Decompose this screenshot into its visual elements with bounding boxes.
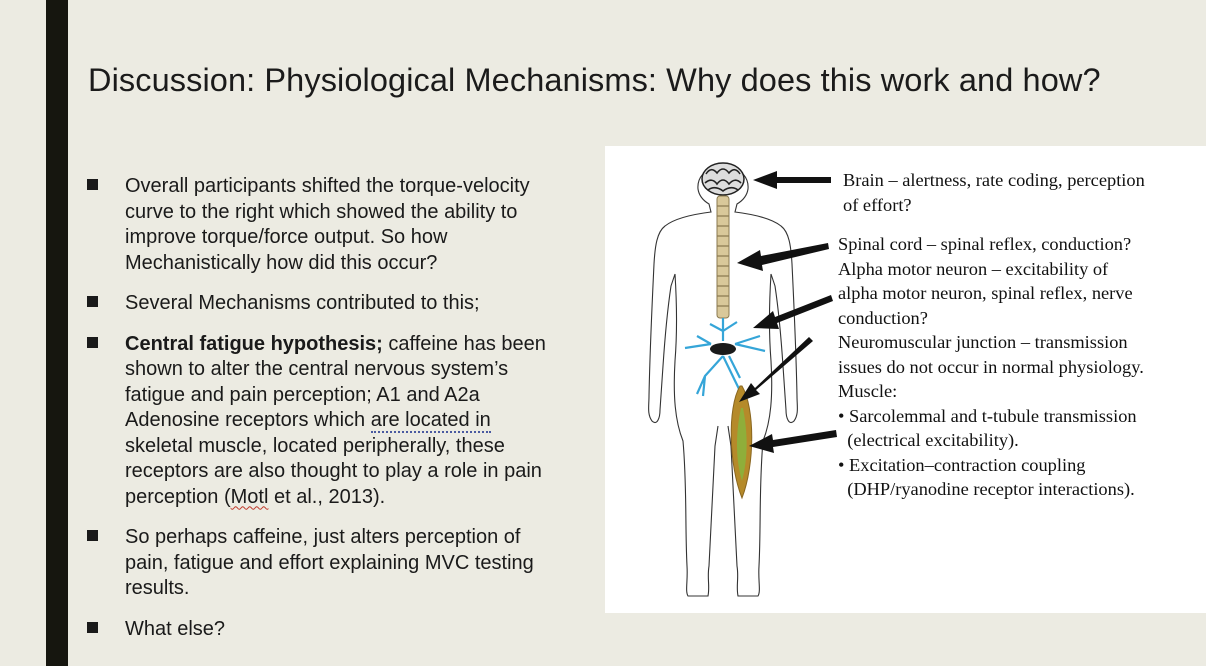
label-line: • Excitation–contraction coupling — [838, 454, 1086, 475]
physiology-figure — [605, 146, 1206, 613]
left-accent-bar — [46, 0, 68, 666]
bullet-several-mechanisms — [87, 291, 587, 317]
bullet-text-line: shown to alter the central nervous system’s — [125, 358, 509, 380]
bullet-text-line: curve to the right which showed the ability to — [125, 200, 518, 223]
bullet-text-line: fatigue and pain perception; A1 and A2a — [125, 383, 480, 406]
neuron-arrow — [753, 295, 833, 329]
label-line: Brain – alertness, rate coding, perception — [843, 170, 1145, 190]
bullet-text-line: improve torque/force output. So how — [125, 226, 448, 248]
bullet-marker — [87, 622, 98, 633]
bullet-text-line: caffeine has been — [382, 332, 546, 355]
bullet-text-line: Adenosine receptors which — [125, 409, 371, 431]
spelling-flagged-text: Motl — [230, 485, 269, 508]
bullet-marker — [87, 337, 98, 348]
bullet-central-fatigue — [87, 332, 587, 511]
central-fatigue-heading: Central fatigue hypothesis; — [125, 332, 383, 355]
slide-title: Discussion: Physiological Mechanisms: Why does this work and how? — [88, 62, 1101, 98]
label-line: conduction? — [838, 307, 928, 328]
bullet-marker — [87, 530, 98, 541]
bullet-text-line: et al., 2013). — [268, 485, 386, 508]
bullet-text-line: receptors are also thought to play a role in pain — [125, 460, 542, 482]
bullet-perception — [87, 525, 587, 602]
label-line: issues do not occur in normal physiology. — [838, 356, 1144, 377]
bullet-text-line: So perhaps caffeine, just alters perception of — [125, 526, 521, 548]
label-line: Muscle: — [838, 381, 898, 401]
bullet-text-line: Several Mechanisms contributed to this; — [125, 292, 480, 314]
bullet-list — [87, 174, 587, 657]
brain-label — [843, 168, 1145, 217]
bullet-text-line: Overall participants shifted the torque-velocity — [125, 175, 530, 197]
grammar-flagged-text: are located in — [370, 409, 491, 431]
brain-graphic — [702, 163, 744, 195]
bullet-text-line: perception ( — [125, 485, 231, 508]
pointer-arrows — [737, 171, 837, 453]
bullet-text-line: results. — [125, 577, 190, 599]
label-line: Neuromuscular junction – transmission — [838, 332, 1128, 352]
label-line: (electrical excitability). — [838, 430, 1019, 450]
label-line: of effort? — [843, 194, 912, 215]
bullet-overall — [87, 174, 587, 276]
bullet-text-line: Mechanistically how did this occur? — [125, 251, 438, 274]
muscle-arrow — [749, 430, 837, 453]
label-line: • Sarcolemmal and t-tubule transmission — [838, 405, 1137, 426]
label-line: Spinal cord – spinal reflex, conduction? — [838, 234, 1132, 254]
bullet-text-line: pain, fatigue and effort explaining MVC testing — [125, 551, 534, 574]
motor-neuron-graphic — [685, 318, 765, 396]
spine-graphic — [717, 196, 729, 318]
bullet-text-line: skeletal muscle, located peripherally, these — [125, 434, 505, 457]
neuron-cell-body — [710, 343, 736, 355]
bullet-marker — [87, 179, 98, 190]
label-line: alpha motor neuron, spinal reflex, nerve — [838, 283, 1133, 303]
leg-muscle-graphic — [731, 386, 752, 498]
bullet-marker — [87, 296, 98, 307]
bullet-what-else — [87, 617, 587, 643]
brain-arrow — [753, 171, 831, 189]
label-line: Alpha motor neuron – excitability of — [838, 258, 1109, 279]
spinal-neuron-muscle-labels — [838, 232, 1144, 502]
label-line: (DHP/ryanodine receptor interactions). — [838, 479, 1135, 499]
spinal-arrow — [737, 243, 829, 271]
bullet-text-line: What else? — [125, 617, 226, 640]
